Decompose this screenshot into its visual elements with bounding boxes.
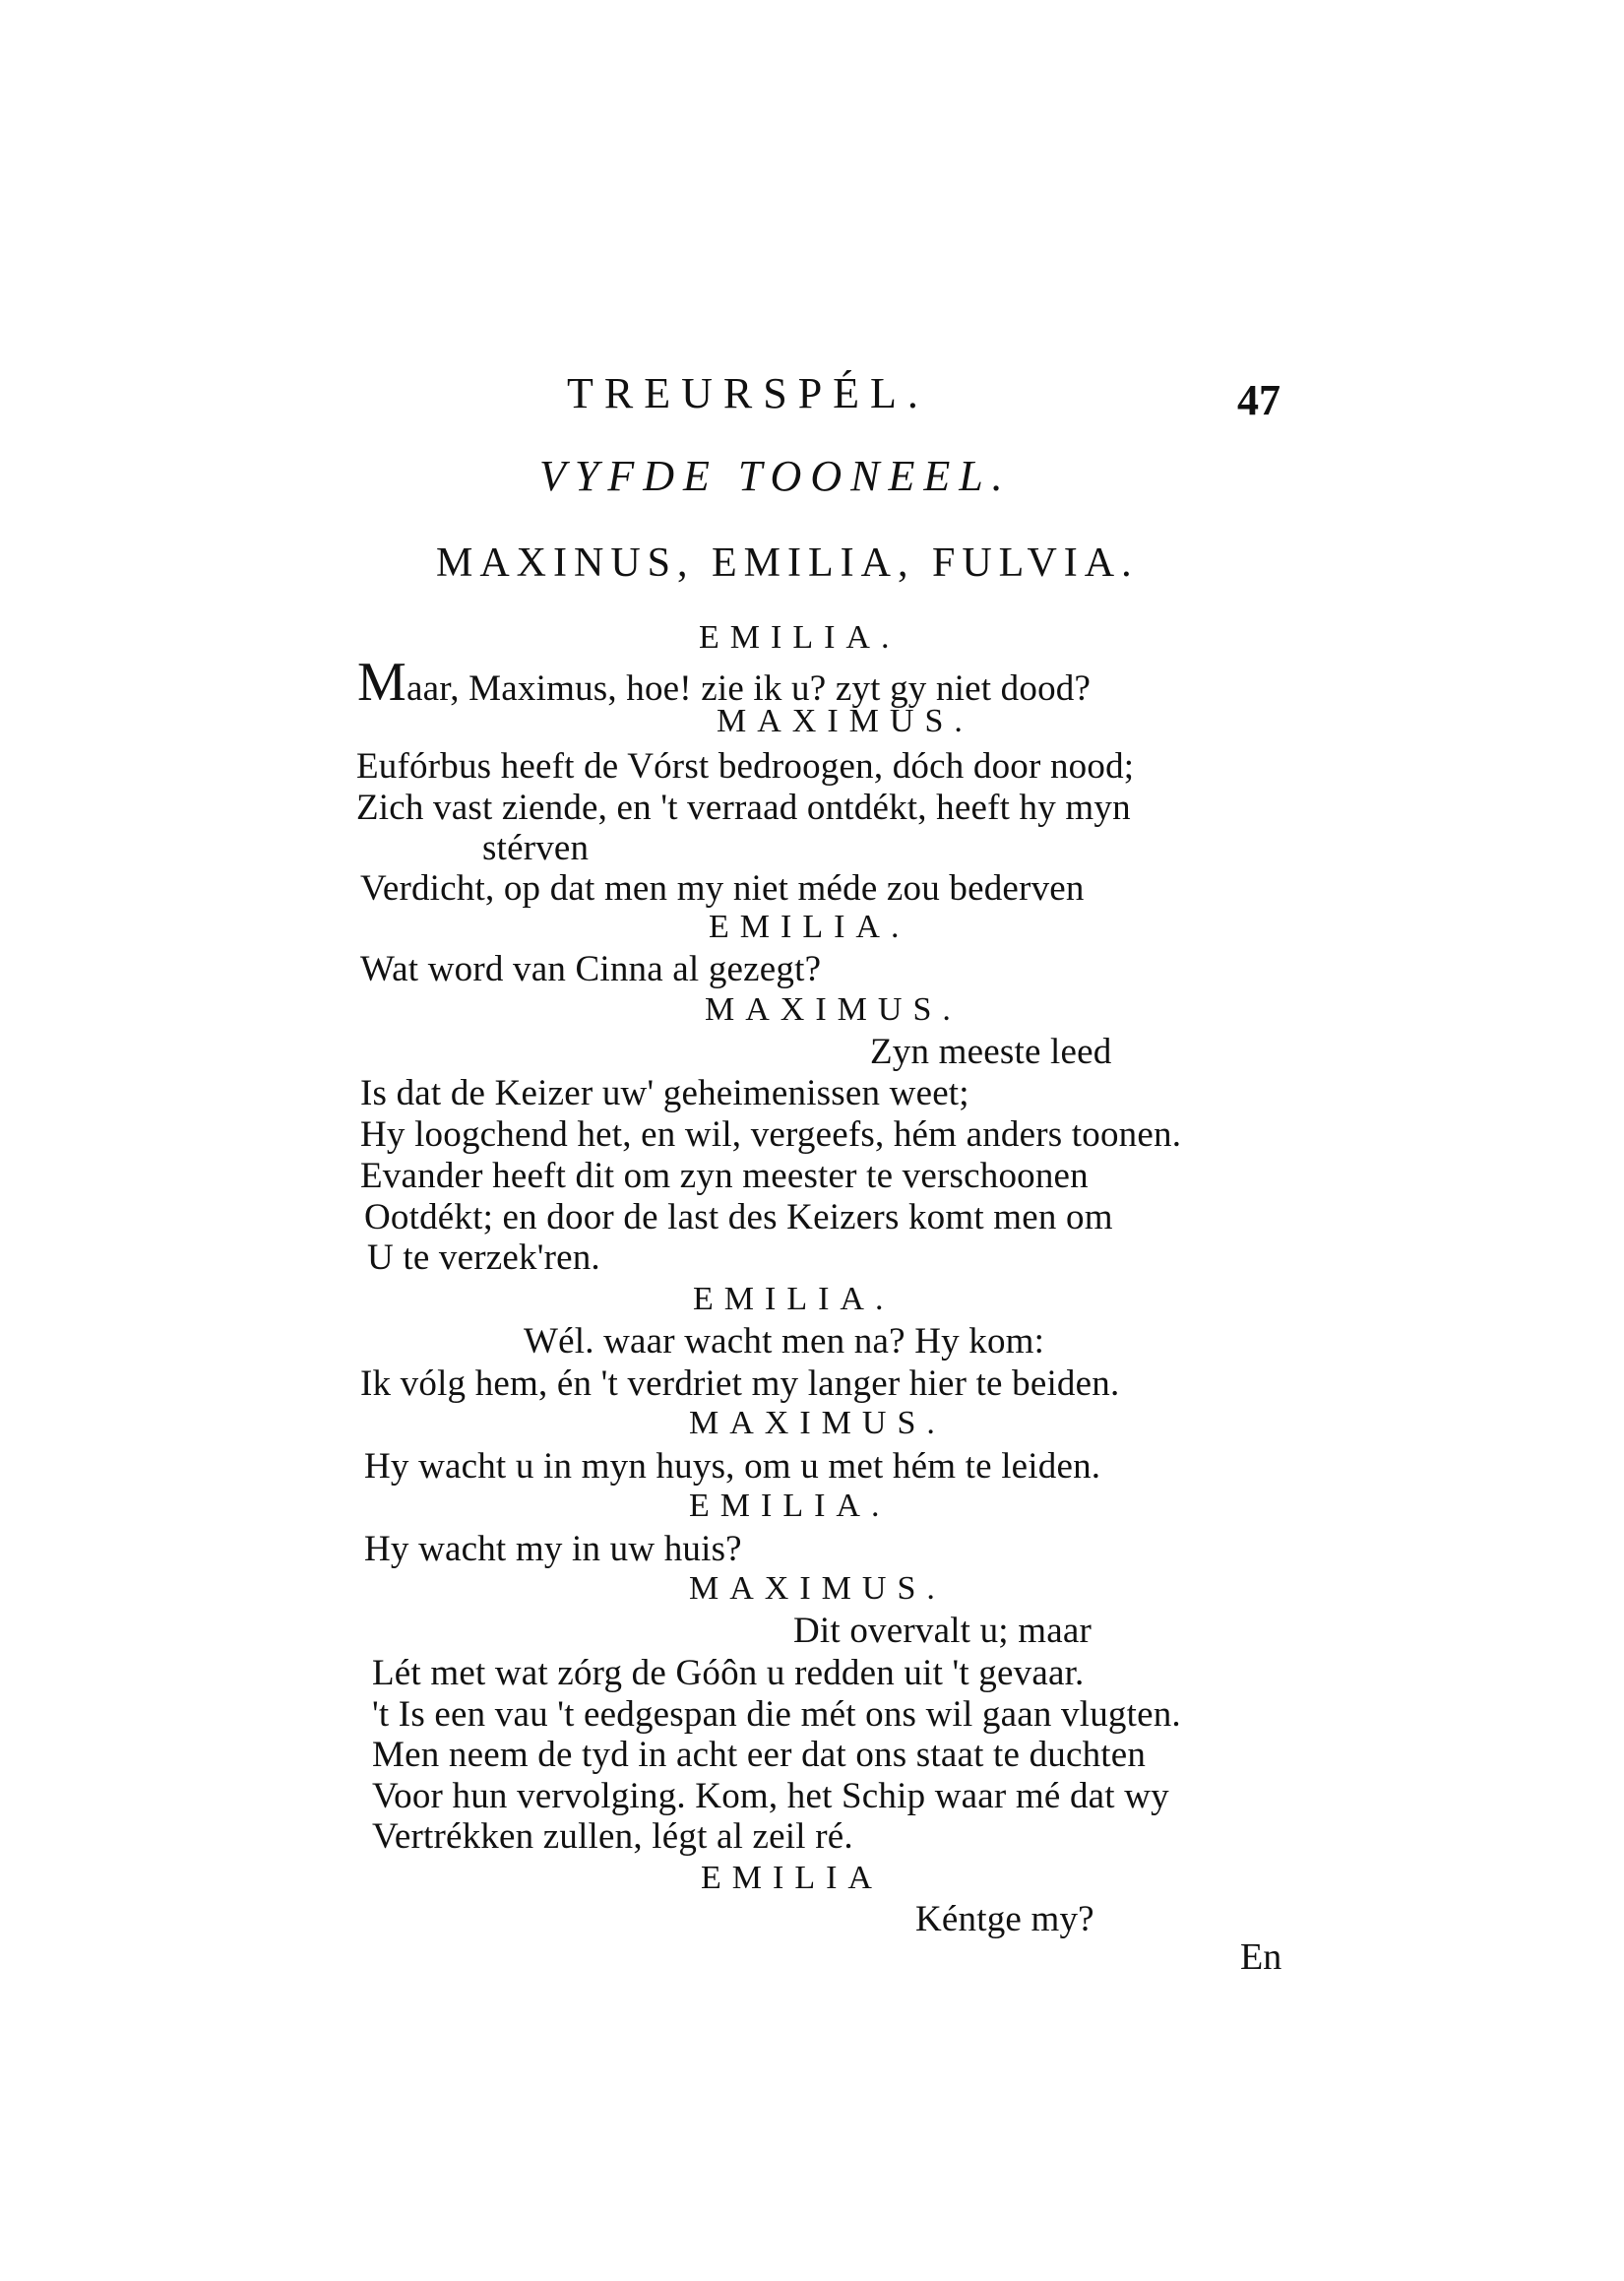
- verse-line: Is dat de Keizer uw' geheimenissen weet;: [360, 1073, 969, 1113]
- verse-line: stérven: [482, 828, 590, 868]
- scene-title: VYFDE TOONEEL.: [539, 452, 1012, 500]
- speaker-label: EMILIA.: [693, 1281, 895, 1317]
- verse-line: [357, 652, 1092, 713]
- cast-list: MAXINUS, EMILIA, FULVIA.: [436, 540, 1139, 586]
- running-head: TREURSPÉL.: [567, 369, 929, 417]
- drop-initial: M: [357, 652, 406, 713]
- speaker-label: EMILIA: [701, 1860, 883, 1896]
- speaker-label: EMILIA.: [709, 909, 910, 945]
- verse-line: Verdicht, op dat men my niet méde zou bederven: [360, 868, 1085, 909]
- speaker-label: MAXIMUS.: [717, 703, 973, 739]
- verse-line: Evander heeft dit om zyn meester te verschoonen: [360, 1156, 1089, 1196]
- verse-line: Lét met wat zórg de Góôn u redden uit 't gevaar.: [372, 1653, 1085, 1693]
- verse-line: Wél. waar wacht men na? Hy kom:: [524, 1321, 1045, 1362]
- page-number: 47: [1237, 376, 1280, 424]
- verse-line: Zich vast ziende, en 't verraad ontdékt, heeft hy myn: [356, 788, 1131, 828]
- verse-line: Hy loogchend het, en wil, vergeefs, hém anders toonen.: [360, 1114, 1182, 1155]
- verse-line: Voor hun vervolging. Kom, het Schip waar mé dat wy: [372, 1776, 1169, 1816]
- verse-line: 't Is een vau 't eedgespan die mét ons wil gaan vlugten.: [372, 1694, 1181, 1735]
- speaker-label: MAXIMUS.: [689, 1570, 946, 1607]
- verse-text: aar, Maximus, hoe! zie ik u? zyt gy niet dood?: [406, 668, 1092, 709]
- verse-line: Dit overvalt u; maar: [793, 1611, 1092, 1651]
- verse-line: Eufórbus heeft de Vórst bedroogen, dóch door nood;: [356, 746, 1135, 787]
- verse-line: Ootdékt; en door de last des Keizers komt men om: [364, 1197, 1113, 1237]
- speaker-label: MAXIMUS.: [689, 1405, 946, 1441]
- speaker-label: MAXIMUS.: [705, 991, 962, 1028]
- verse-line: Kéntge my?: [915, 1899, 1094, 1939]
- speaker-label: EMILIA.: [699, 619, 901, 656]
- verse-line: Wat word van Cinna al gezegt?: [360, 949, 822, 989]
- verse-line: Men neem de tyd in acht eer dat ons staat te duchten: [372, 1735, 1147, 1775]
- speaker-label: EMILIA.: [689, 1488, 891, 1524]
- verse-line: Hy wacht my in uw huis?: [364, 1529, 742, 1569]
- catchword: En: [1240, 1936, 1282, 1978]
- verse-line: U te verzek'ren.: [367, 1237, 600, 1278]
- verse-line: Ik vólg hem, én 't verdriet my langer hier te beiden.: [360, 1363, 1120, 1404]
- verse-line: Hy wacht u in myn huys, om u met hém te leiden.: [364, 1446, 1101, 1487]
- verse-line: Zyn meeste leed: [870, 1032, 1112, 1072]
- verse-line: Vertrékken zullen, légt al zeil ré.: [372, 1816, 853, 1857]
